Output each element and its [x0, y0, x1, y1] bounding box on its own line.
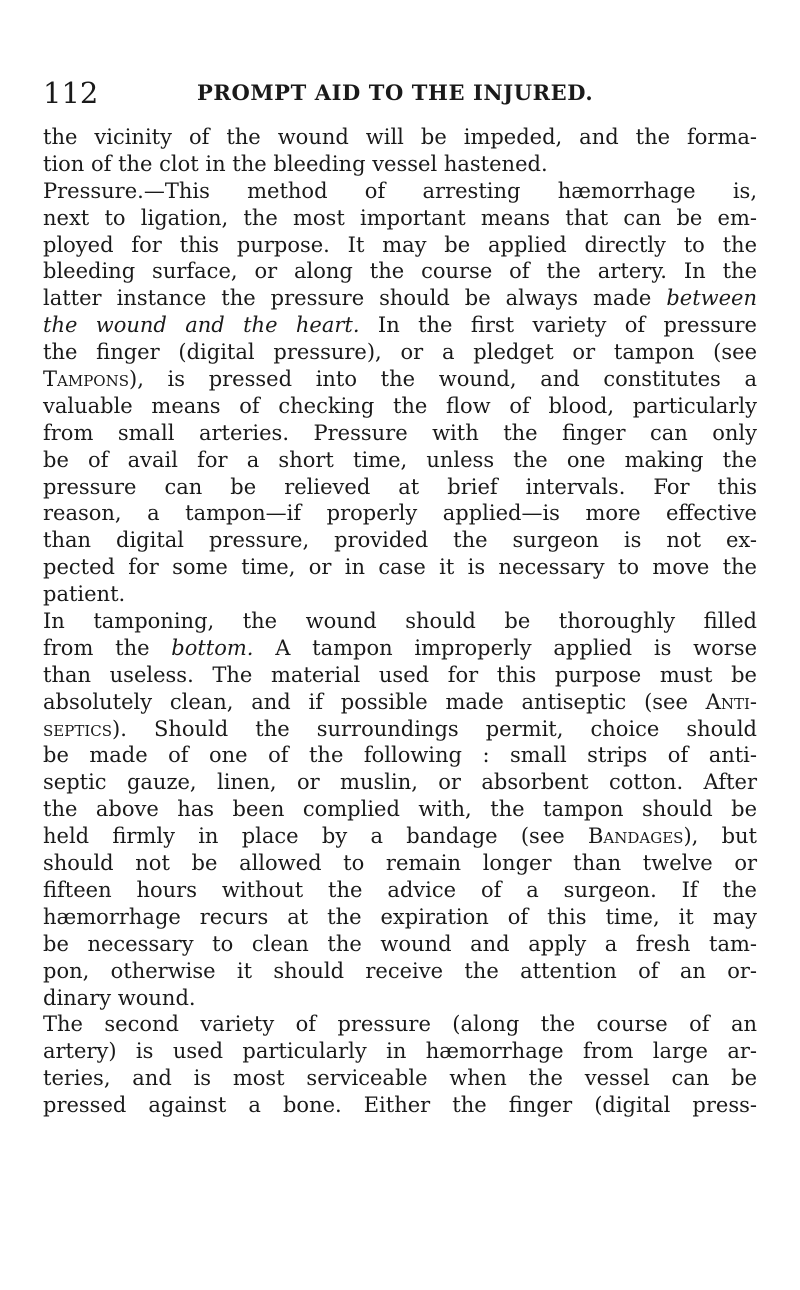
text-line: The second variety of pressure (along the course of an — [43, 1012, 757, 1037]
text-line: bleeding surface, or along the course of the artery. In the — [43, 259, 757, 284]
running-head: PROMPT AID TO THE INJURED. — [197, 80, 594, 105]
text-line: reason, a tampon—if properly applied—is more effective — [43, 501, 757, 526]
cross-reference: Tampons — [43, 367, 129, 392]
text-line: pon, otherwise it should receive the attention of an or- — [43, 958, 757, 983]
italic-text: between — [666, 286, 757, 311]
text-line: pected for some time, or in case it is necessary to move the — [43, 555, 757, 580]
text-line: Pressure.—This method of arresting hæmorrhage is, — [43, 178, 757, 203]
text-line: absolutely clean, and if possible made antiseptic (see Anti- — [43, 689, 757, 714]
italic-text: bottom. — [171, 635, 254, 660]
text-line: valuable means of checking the flow of blood, particularly — [43, 393, 757, 418]
text-line: septic gauze, linen, or muslin, or absorbent cotton. After — [43, 770, 757, 795]
italic-text: the wound and the heart. — [43, 313, 360, 338]
text-line: In tamponing, the wound should be thoroughly filled — [43, 609, 757, 634]
text-line: from small arteries. Pressure with the finger can only — [43, 420, 757, 445]
text-line: pressed against a bone. Either the finger (digital press- — [43, 1093, 757, 1118]
text-line: held firmly in place by a bandage (see Bandages), but — [43, 824, 757, 849]
text-line: tion of the clot in the bleeding vessel hastened. — [43, 151, 548, 176]
text-line: than digital pressure, provided the surgeon is not ex- — [43, 528, 757, 553]
text-line: artery) is used particularly in hæmorrhage from large ar- — [43, 1039, 757, 1064]
text-line: next to ligation, the most important means that can be em- — [43, 205, 757, 230]
text-line: patient. — [43, 582, 126, 607]
text-line: ployed for this purpose. It may be applied directly to the — [43, 232, 757, 257]
text-line: the wound and the heart. In the first variety of pressure — [43, 313, 757, 338]
page-header — [43, 76, 757, 110]
text-line: septics). Should the surroundings permit, choice should — [43, 716, 757, 741]
cross-reference: septics — [43, 716, 113, 741]
cross-reference: Anti- — [705, 689, 757, 714]
text-line: hæmorrhage recurs at the expiration of this time, it may — [43, 904, 757, 929]
text-line: dinary wound. — [43, 985, 196, 1010]
text-line: latter instance the pressure should be always made between — [43, 286, 757, 311]
text-line: pressure can be relieved at brief intervals. For this — [43, 474, 757, 499]
text-line: Tampons), is pressed into the wound, and constitutes a — [43, 367, 757, 392]
text-line: fifteen hours without the advice of a surgeon. If the — [43, 877, 757, 902]
text-line: the above has been complied with, the tampon should be — [43, 797, 757, 822]
text-line: teries, and is most serviceable when the vessel can be — [43, 1066, 757, 1091]
cross-reference: Bandages — [587, 824, 684, 849]
text-line: the finger (digital pressure), or a pledget or tampon (see — [43, 340, 757, 365]
page-number: 112 — [43, 76, 99, 110]
text-line: from the bottom. A tampon improperly applied is worse — [43, 635, 757, 660]
body-text — [43, 124, 757, 1119]
text-line: should not be allowed to remain longer than twelve or — [43, 851, 757, 876]
text-line: than useless. The material used for this purpose must be — [43, 662, 757, 687]
text-line: the vicinity of the wound will be impeded, and the forma- — [43, 125, 757, 149]
text-line: be made of one of the following : small strips of anti- — [43, 743, 757, 768]
text-line: be necessary to clean the wound and apply a fresh tam- — [43, 931, 757, 956]
text-line: be of avail for a short time, unless the one making the — [43, 447, 757, 472]
